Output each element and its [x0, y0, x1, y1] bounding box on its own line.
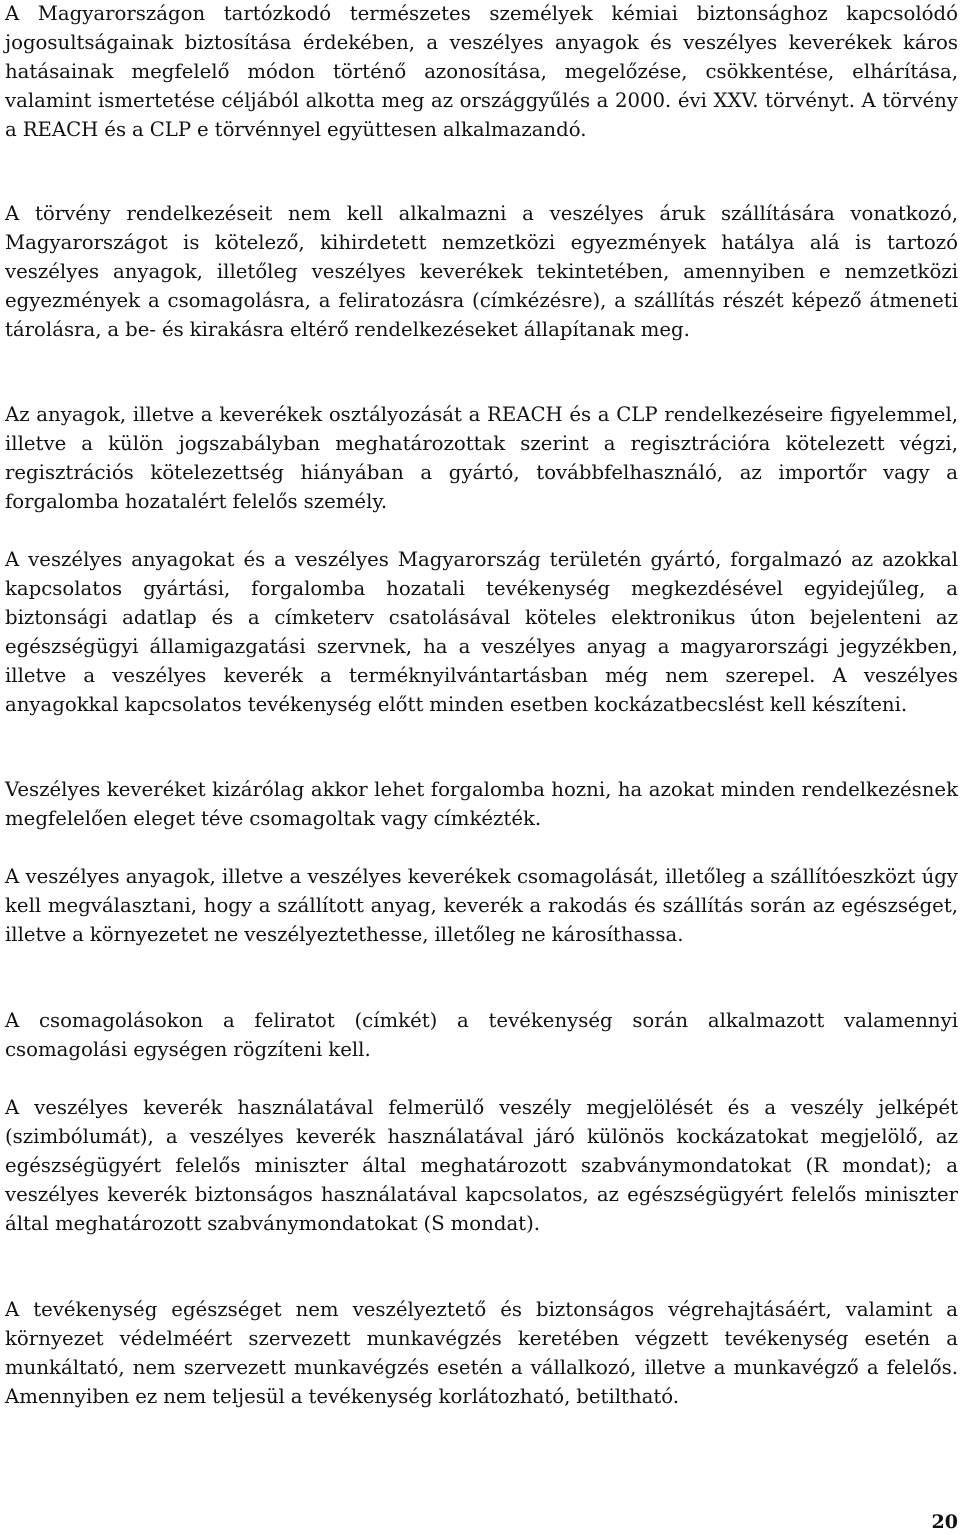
paragraph-2: A törvény rendelkezéseit nem kell alkalmazni a veszélyes áruk szállítására vonatkozó, Magyarországot is kötelező, kihirdetett nemzetközi egyezmények hatálya alá is tartozó veszélyes anyagok, illetőleg veszélyes keverékek tekintetében, amennyiben e nemzetközi egyezmények a csomagolásra, a feliratozásra (címkézésre), a szállítás részét képező átmeneti tárolásra, a be- és kirakásra eltérő rendelkezéseket állapítanak meg.	[5, 202, 958, 342]
paragraph-8: A veszélyes keverék használatával felmerülő veszély megjelölését és a veszély jelképét (szimbólumát), a veszélyes keverék használatával járó különös kockázatokat megjelölő, az egészségügyért felelős miniszter által meghatározott szabványmondatokat (R mondat); a veszélyes keverék biztonságos használatával kapcsolatos, az egészségügyért felelős miniszter által meghatározott szabványmondatokat (S mondat).	[5, 1096, 958, 1236]
paragraph-7: A csomagolásokon a feliratot (címkét) a tevékenység során alkalmazott valamennyi csomagolási egységen rögzíteni kell.	[5, 1009, 958, 1062]
paragraph-1: A Magyarországon tartózkodó természetes személyek kémiai biztonsághoz kapcsolódó jogosultságainak biztosítása érdekében, a veszélyes anyagok és veszélyes keverékek káros hatásainak megfelelő módon történő azonosítása, megelőzése, csökkentése, elhárítása, valamint ismertetése céljából alkotta meg az országgyűlés a 2000. évi XXV. törvényt. A törvény a REACH és a CLP e törvénnyel együttesen alkalmazandó.	[5, 2, 958, 142]
paragraph-3: Az anyagok, illetve a keverékek osztályozását a REACH és a CLP rendelkezéseire figyelemmel, illetve a külön jogszabályban meghatározottak szerint a regisztrációra kötelezett végzi, regisztrációs kötelezettség hiányában a gyártó, továbbfelhasználó, az importőr vagy a forgalomba hozatalért felelős személy.	[5, 403, 958, 514]
page-number: 20	[931, 1511, 958, 1533]
paragraph-4: A veszélyes anyagokat és a veszélyes Magyarország területén gyártó, forgalmazó az azokkal kapcsolatos gyártási, forgalomba hozatali tevékenység megkezdésével egyidejűleg, a biztonsági adatlap és a címketerv csatolásával köteles elektronikus úton bejelenteni az egészségügyi államigazgatási szervnek, ha a veszélyes anyag a magyarországi jegyzékben, illetve a veszélyes keverék a terméknyilvántartásban még nem szerepel. A veszélyes anyagokkal kapcsolatos tevékenység előtt minden esetben kockázatbecslést kell készíteni.	[5, 548, 958, 717]
paragraph-6: A veszélyes anyagok, illetve a veszélyes keverékek csomagolását, illetőleg a szállítóeszközt úgy kell megválasztani, hogy a szállított anyag, keverék a rakodás és szállítás során az egészséget, illetve a környezetet ne veszélyeztethesse, illetőleg ne károsíthassa.	[5, 865, 958, 947]
paragraph-9: A tevékenység egészséget nem veszélyeztető és biztonságos végrehajtásáért, valamint a környezet védelméért szervezett munkavégzés keretében végzett tevékenység esetén a munkáltató, nem szervezett munkavégzés esetén a vállalkozó, illetve a munkavégző a felelős. Amennyiben ez nem teljesül a tevékenység korlátozható, betiltható.	[5, 1298, 958, 1409]
paragraph-5: Veszélyes keveréket kizárólag akkor lehet forgalomba hozni, ha azokat minden rendelkezésnek megfelelően eleget téve csomagoltak vagy címkézték.	[5, 778, 958, 831]
document-page	[5, 0, 960, 1535]
